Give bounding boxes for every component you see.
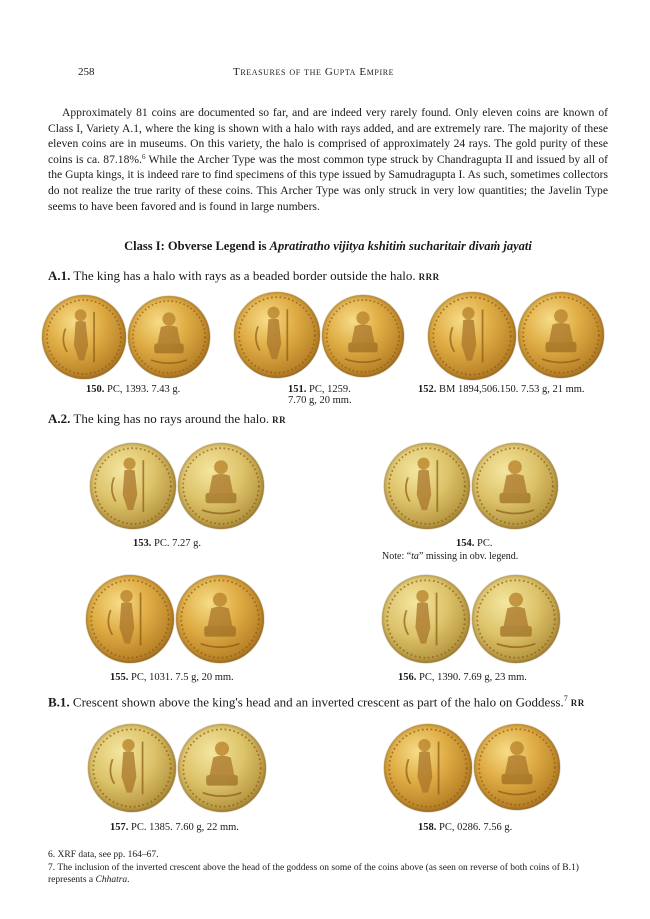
footnote-7 [48, 862, 608, 886]
coin-155-obverse-image [86, 575, 174, 663]
coin-153-desc: PC. 7.27 g. [151, 538, 201, 549]
coin-151-desc-2: 7.70 g, 20 mm. [288, 395, 352, 406]
coin-151-desc: PC, 1259. [306, 384, 351, 395]
page-number: 258 [78, 66, 95, 78]
coin-152-reverse-image [518, 292, 604, 378]
coin-154-caption [456, 538, 492, 549]
coin-154-obverse-image [384, 443, 470, 529]
coin-157-obverse-image [88, 724, 176, 812]
coin-154-note [382, 551, 518, 562]
coin-158-number: 158. [418, 822, 437, 833]
coin-152-caption [418, 384, 585, 395]
coin-153-reverse-image [178, 443, 264, 529]
coin-156-obverse-image [382, 575, 470, 663]
coin-156-caption [398, 672, 527, 683]
coin-158-obverse-image [384, 724, 472, 812]
coin-157-number: 157. [110, 822, 129, 833]
section-b1-heading [48, 694, 585, 710]
obverse-legend: Apratiratho vijitya kshitiṁ sucharitair divaṁ jayati [269, 239, 532, 253]
footnote-7-italic: Chhatra [95, 875, 128, 885]
coin-151-reverse-image [322, 295, 404, 377]
coin-153-number: 153. [133, 538, 152, 549]
coin-155-desc: PC, 1031. 7.5 g, 20 mm. [128, 672, 234, 683]
footnote-6: 6. XRF data, see pp. 164–67. [48, 850, 159, 860]
footnote-ref-6: 6 [141, 152, 146, 161]
coin-156-desc: PC, 1390. 7.69 g, 23 mm. [416, 672, 527, 683]
coin-152-obverse-image [428, 292, 516, 380]
section-b1-label: B.1. [48, 694, 70, 710]
coin-155-caption [110, 672, 234, 683]
coin-156-reverse-image [472, 575, 560, 663]
coin-157-caption [110, 822, 239, 833]
section-a2-heading [48, 411, 286, 427]
coin-153-caption [133, 538, 201, 549]
coin-150-obverse-image [42, 295, 126, 379]
coin-150-caption [86, 384, 180, 395]
coin-155-number: 155. [110, 672, 129, 683]
coin-151-number: 151. [288, 384, 307, 395]
class-heading-prefix: Class I: Obverse Legend is [124, 239, 270, 253]
coin-154-note-prefix: Note: “ [382, 551, 412, 562]
intro-text-1: Approximately 81 coins are documented so far, and are indeed very rarely found. Only eleven coins are known of Class I, Variety A.1, where the king is shown with a halo with rays added, and are extremely rare. The majority of these eleven coins are in museums. On this variety, the halo is comprised of approximately 24 rays. The gold purity of these coins is ca. 87.18%. [48, 106, 608, 166]
class-heading [48, 239, 608, 254]
section-b1-text: Crescent shown above the king's head and an inverted crescent as part of the halo on Goddess. [69, 694, 564, 710]
coin-150-desc: PC, 1393. 7.43 g. [104, 384, 181, 395]
section-a1-text: The king has a halo with rays as a beaded border outside the halo. [70, 268, 416, 283]
section-a2-label: A.2. [48, 411, 71, 426]
coin-151-caption [288, 384, 352, 406]
footnote-7-text: 7. The inclusion of the inverted crescent above the head of the goddess on some of the coins above (as seen on reverse of both coins of B.1) represents a [48, 863, 579, 885]
rarity-badge: RR [272, 415, 287, 425]
coin-151-obverse-image [234, 292, 320, 378]
coin-158-reverse-image [474, 724, 560, 810]
running-title: Treasures of the Gupta Empire [233, 66, 395, 78]
coin-154-number: 154. [456, 538, 475, 549]
coin-154-note-suffix: ” missing in obv. legend. [418, 551, 519, 562]
rarity-badge: RRR [418, 272, 440, 282]
coin-154-desc: PC. [474, 538, 493, 549]
footnote-7-end: . [127, 875, 130, 885]
coin-158-caption [418, 822, 512, 833]
coin-158-desc: PC, 0286. 7.56 g. [436, 822, 513, 833]
coin-152-desc: BM 1894,506.150. 7.53 g, 21 mm. [436, 384, 585, 395]
section-a2-text: The king has no rays around the halo. [70, 411, 270, 426]
footnote-ref-7: 7 [563, 694, 568, 703]
coin-157-desc: PC. 1385. 7.60 g, 22 mm. [128, 822, 239, 833]
intro-text-2: While the Archer Type was the most common type struck by Chandragupta II and issued by all of the Gupta kings, it is indeed rare to find specimens of this type issued by Samudragupta I. As such, sometimes collectors do not realize the true rarity of these coins. This Archer Type was only struck in very low quantities; the Javelin Type seems to have been favored and is found in large numbers. [48, 152, 609, 213]
coin-153-obverse-image [90, 443, 176, 529]
coin-152-number: 152. [418, 384, 437, 395]
coin-150-reverse-image [128, 296, 210, 378]
coin-154-note-italic: ta [411, 551, 419, 562]
section-a1-label: A.1. [48, 268, 71, 283]
coin-156-number: 156. [398, 672, 417, 683]
coin-157-reverse-image [178, 724, 266, 812]
intro-paragraph [48, 105, 608, 214]
coin-154-reverse-image [472, 443, 558, 529]
coin-150-number: 150. [86, 384, 105, 395]
section-a1-heading [48, 268, 440, 284]
rarity-badge: RR [570, 698, 585, 709]
coin-155-reverse-image [176, 575, 264, 663]
